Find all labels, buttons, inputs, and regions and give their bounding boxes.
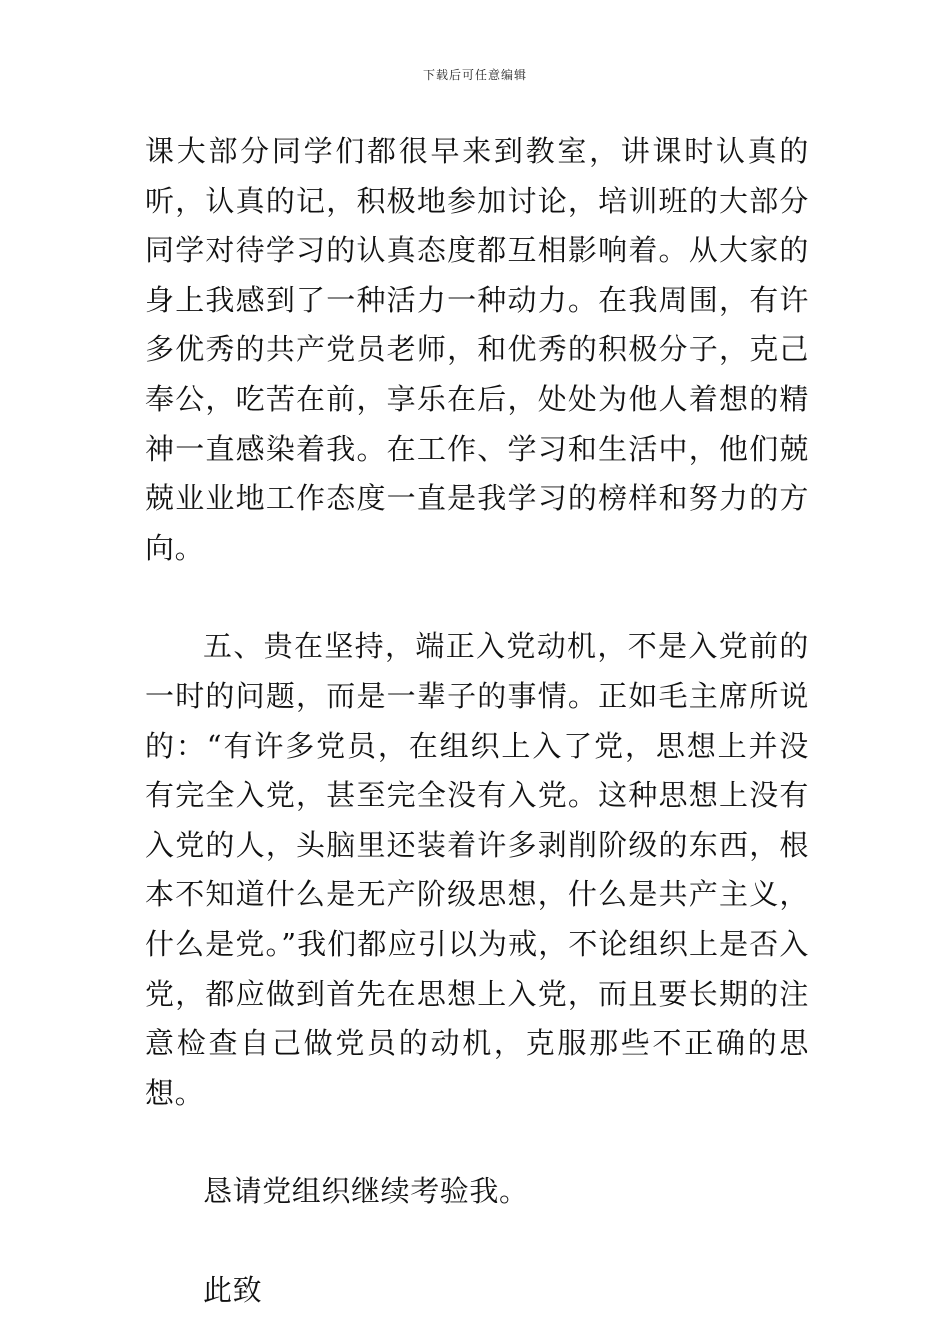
document-body bbox=[145, 127, 809, 1315]
paragraph-point-five: 五、贵在坚持，端正入党动机，不是入党前的一时的问题，而是一辈子的事情。正如毛主席所说的：“有许多党员，在组织上入了党，思想上并没有完全入党，甚至完全没有入党。这种思想上没有入党的人，头脑里还装着许多剥削阶级的东西，根本不知道什么是无产阶级思想，什么是共产主义，什么是党。”我们都应引以为戒，不论组织上是否入党，都应做到首先在思想上入党，而且要长期的注意检查自己做党员的动机，克服那些不正确的思想。 bbox=[145, 629, 809, 1110]
paragraph-request: 恳请党组织继续考验我。 bbox=[203, 1174, 529, 1209]
header-note: 下载后可任意编辑 bbox=[422, 68, 527, 82]
closing-salutation: 此致 bbox=[203, 1272, 263, 1307]
paragraph-continuation: 课大部分同学们都很早来到教室，讲课时认真的听，认真的记，积极地参加讨论，培训班的大部分同学对待学习的认真态度都互相影响着。从大家的身上我感到了一种活力一种动力。在我周围，有许多优秀的共产党员老师，和优秀的积极分子，克己奉公，吃苦在前，享乐在后，处处为他人着想的精神一直感染着我。在工作、学习和生活中，他们兢兢业业地工作态度一直是我学习的榜样和努力的方向。 bbox=[145, 134, 809, 565]
